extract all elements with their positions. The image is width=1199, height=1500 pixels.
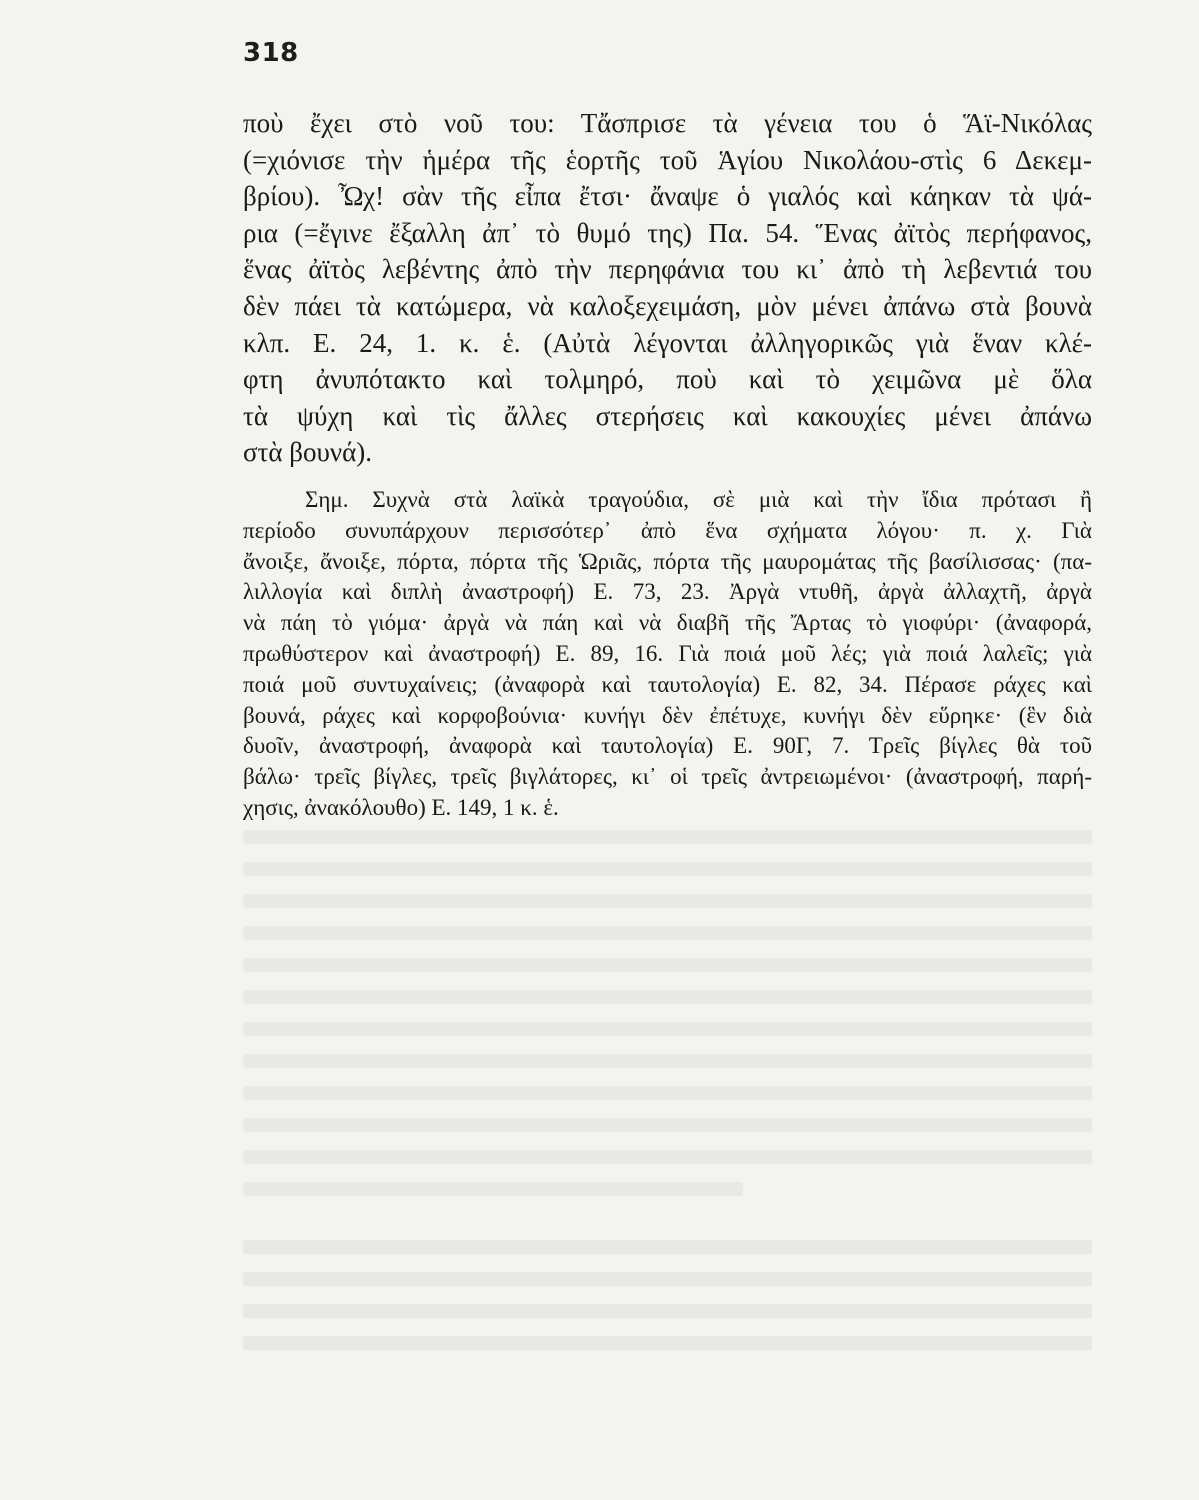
text-line: Σημ. Συχνὰ στὰ λαϊκὰ τραγούδια, σὲ μιὰ καὶ τὴν ἴδια πρότασι ἢ bbox=[305, 487, 1092, 512]
text-line: βρίου). Ὦχ! σὰν τῆς εἶπα ἔτσι· ἄναψε ὁ γιαλός καὶ κάηκαν τὰ ψά- bbox=[243, 181, 1092, 212]
paragraph-main bbox=[243, 105, 1092, 471]
text-line: λιλλογία καὶ διπλὴ ἀναστροφή) Ε. 73, 23. Ἀργὰ ντυθῆ, ἀργὰ ἀλλαχτῆ, ἀργὰ bbox=[243, 579, 1092, 605]
text-line: ποιά μοῦ συντυχαίνεις; (ἀναφορὰ καὶ ταυτολογία) Ε. 82, 34. Πέρασε ράχες καὶ bbox=[243, 671, 1092, 697]
text-line: κλπ. Ε. 24, 1. κ. ἑ. (Αὐτὰ λέγονται ἀλληγορικῶς γιὰ ἕναν κλέ- bbox=[243, 327, 1092, 358]
text-line: νὰ πάη τὸ γιόμα· ἀργὰ νὰ πάη καὶ νὰ διαβῆ τῆς Ἄρτας τὸ γιοφύρι· (ἀναφορά, bbox=[243, 610, 1092, 636]
text-line: στὰ βουνά). bbox=[243, 437, 373, 468]
text-line: βάλω· τρεῖς βίγλες, τρεῖς βιγλάτορες, κι᾽ οἱ τρεῖς ἀντρειωμένοι· (ἀναστροφή, παρή- bbox=[243, 764, 1092, 790]
text-line: τὰ ψύχη καὶ τὶς ἄλλες στερήσεις καὶ κακουχίες μένει ἀπάνω bbox=[243, 400, 1092, 431]
paragraph-note bbox=[243, 485, 1092, 824]
text-line: δυοῖν, ἀναστροφή, ἀναφορὰ καὶ ταυτολογία) Ε. 90Γ, 7. Τρεῖς βίγλες θὰ τοῦ bbox=[243, 733, 1092, 759]
text-line: φτη ἀνυπότακτο καὶ τολμηρό, ποὺ καὶ τὸ χειμῶνα μὲ ὅλα bbox=[243, 364, 1092, 395]
text-line: ποὺ ἔχει στὸ νοῦ του: Τἄσπρισε τὰ γένεια του ὁ Ἅϊ-Νικόλας bbox=[243, 108, 1092, 138]
text-line: βουνά, ράχες καὶ κορφοβούνια· κυνήγι δὲν ἐπέτυχε, κυνήγι δὲν εὕρηκε· (ἓν διὰ bbox=[243, 702, 1092, 728]
text-line: ρια (=ἔγινε ἔξαλλη ἀπ᾽ τὸ θυμό της) Πα. 54. Ἕνας ἀϊτὸς περήφανος, bbox=[243, 217, 1092, 248]
text-line: ἕνας ἀϊτὸς λεβέντης ἀπὸ τὴν περηφάνια του κι᾽ ἀπὸ τὴ λεβεντιά του bbox=[243, 254, 1092, 285]
text-line: (=χιόνισε τὴν ἡμέρα τῆς ἑορτῆς τοῦ Ἁγίου Νικολάου-στὶς 6 Δεκεμ- bbox=[243, 144, 1092, 175]
text-line: περίοδο συνυπάρχουν περισσότερ᾽ ἀπὸ ἕνα σχήματα λόγου· π. χ. Γιὰ bbox=[243, 517, 1092, 543]
text-line: ἄνοιξε, ἄνοιξε, πόρτα, πόρτα τῆς Ὡριᾶς, πόρτα τῆς μαυρομάτας τῆς βασίλισσας· (πα- bbox=[243, 548, 1092, 574]
text-line: δὲν πάει τὰ κατώμερα, νὰ καλοξεχειμάση, μὸν μένει ἀπάνω στὰ βουνὰ bbox=[243, 290, 1092, 321]
page-number: 318 bbox=[243, 38, 299, 68]
text-line: χησις, ἀνακόλουθο) Ε. 149, 1 κ. ἑ. bbox=[243, 794, 559, 820]
text-line: πρωθύστερον καὶ ἀναστροφή) Ε. 89, 16. Γιὰ ποιά μοῦ λές; γιὰ ποιά λαλεῖς; γιὰ bbox=[243, 640, 1092, 666]
